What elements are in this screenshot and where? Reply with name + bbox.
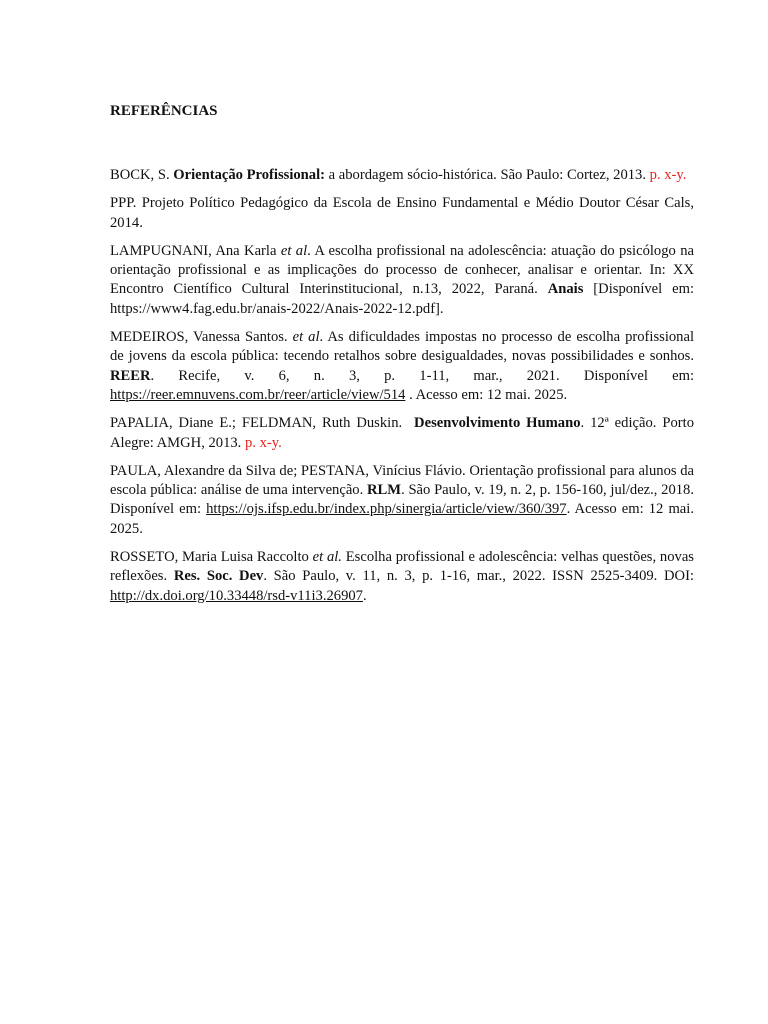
ref-title: REER bbox=[110, 367, 151, 384]
ref-url-link[interactable]: https://reer.emnuvens.com.br/reer/article/view/514 bbox=[110, 386, 406, 403]
ref-doi-link[interactable]: http://dx.doi.org/10.33448/rsd-v11i3.26907 bbox=[110, 587, 363, 604]
ref-text: . A escolha profissional na adolescência: atuação do psicólogo na orientação profissional e as implicações do processo de conhecer, analisar e orientar. In: XX Encontro Científico Cultural Interinstitucional, n.13, 2022, Paraná. bbox=[110, 242, 694, 298]
ref-text: PPP. Projeto Político Pedagógico da Escola de Ensino Fundamental e Médio Doutor César Cals, 2014. bbox=[110, 195, 694, 231]
ref-text: . Acesso em: 12 mai. 2025. bbox=[405, 386, 568, 403]
reference-medeiros bbox=[110, 328, 694, 405]
document-page bbox=[110, 100, 694, 615]
ref-title: Orientação Profissional: bbox=[173, 167, 325, 183]
ref-title: Res. Soc. Dev bbox=[173, 568, 264, 585]
ref-et-al: et al bbox=[280, 242, 308, 259]
ref-text: PAULA, Alexandre da Silva de; PESTANA, Vinícius Flávio. Orientação profissional para alunos da escola pública: análise de uma intervenção. bbox=[110, 462, 694, 499]
ref-text: . As dificuldades impostas no processo de escolha profissional de jovens da escola pública: tecendo retalhos sobre desigualdades, novas possibilidades e sonhos. bbox=[110, 329, 694, 365]
ref-page-placeholder: p. x-y. bbox=[649, 167, 687, 183]
ref-text: . São Paulo, v. 19, n. 2, p. 156-160, jul/dez., 2018. Disponível em: bbox=[110, 482, 695, 518]
ref-text: . 12ª edição. Porto Alegre: AMGH, 2013. bbox=[110, 415, 694, 451]
ref-url-link[interactable]: https://ojs.ifsp.edu.br/index.php/sinergia/article/view/360/397 bbox=[206, 501, 567, 518]
section-heading: REFERÊNCIAS bbox=[110, 103, 218, 119]
ref-text: Escolha profissional e adolescência: velhas questões, novas reflexões. bbox=[110, 549, 694, 585]
ref-text: . Recife, v. 6, n. 3, p. 1-11, mar., 2021. Disponível em: bbox=[150, 367, 694, 384]
ref-text: ROSSETO, Maria Luisa Raccolto bbox=[110, 549, 313, 566]
reference-lampugnani bbox=[110, 242, 694, 319]
ref-text: PAPALIA, Diane E.; FELDMAN, Ruth Duskin. bbox=[110, 415, 415, 432]
ref-text: a abordagem sócio-histórica. São Paulo: Cortez, 2013. bbox=[325, 167, 650, 183]
reference-paula bbox=[110, 462, 694, 539]
ref-et-al: et al. bbox=[312, 549, 342, 566]
ref-text: . São Paulo, v. 11, n. 3, p. 1-16, mar., 2022. ISSN 2525-3409. DOI: bbox=[263, 568, 694, 585]
ref-title: Anais bbox=[547, 281, 584, 298]
reference-papalia bbox=[110, 414, 694, 453]
ref-text: BOCK, S. bbox=[110, 167, 174, 183]
reference-rosseto bbox=[110, 548, 694, 606]
ref-text: . Acesso em: 12 mai. 2025. bbox=[110, 501, 694, 537]
ref-page-placeholder: p. x-y. bbox=[244, 434, 282, 451]
ref-et-al: et al bbox=[292, 329, 320, 346]
reference-ppp bbox=[110, 194, 694, 233]
ref-title: RLM bbox=[367, 482, 402, 499]
reference-bock bbox=[110, 166, 694, 185]
ref-text: LAMPUGNANI, Ana Karla bbox=[110, 242, 281, 259]
ref-title: Desenvolvimento Humano bbox=[414, 415, 581, 432]
ref-text: . bbox=[362, 587, 367, 604]
ref-text: [Disponível em: https://www4.fag.edu.br/anais-2022/Anais-2022-12.pdf]. bbox=[110, 281, 694, 317]
ref-text: MEDEIROS, Vanessa Santos. bbox=[110, 329, 293, 346]
